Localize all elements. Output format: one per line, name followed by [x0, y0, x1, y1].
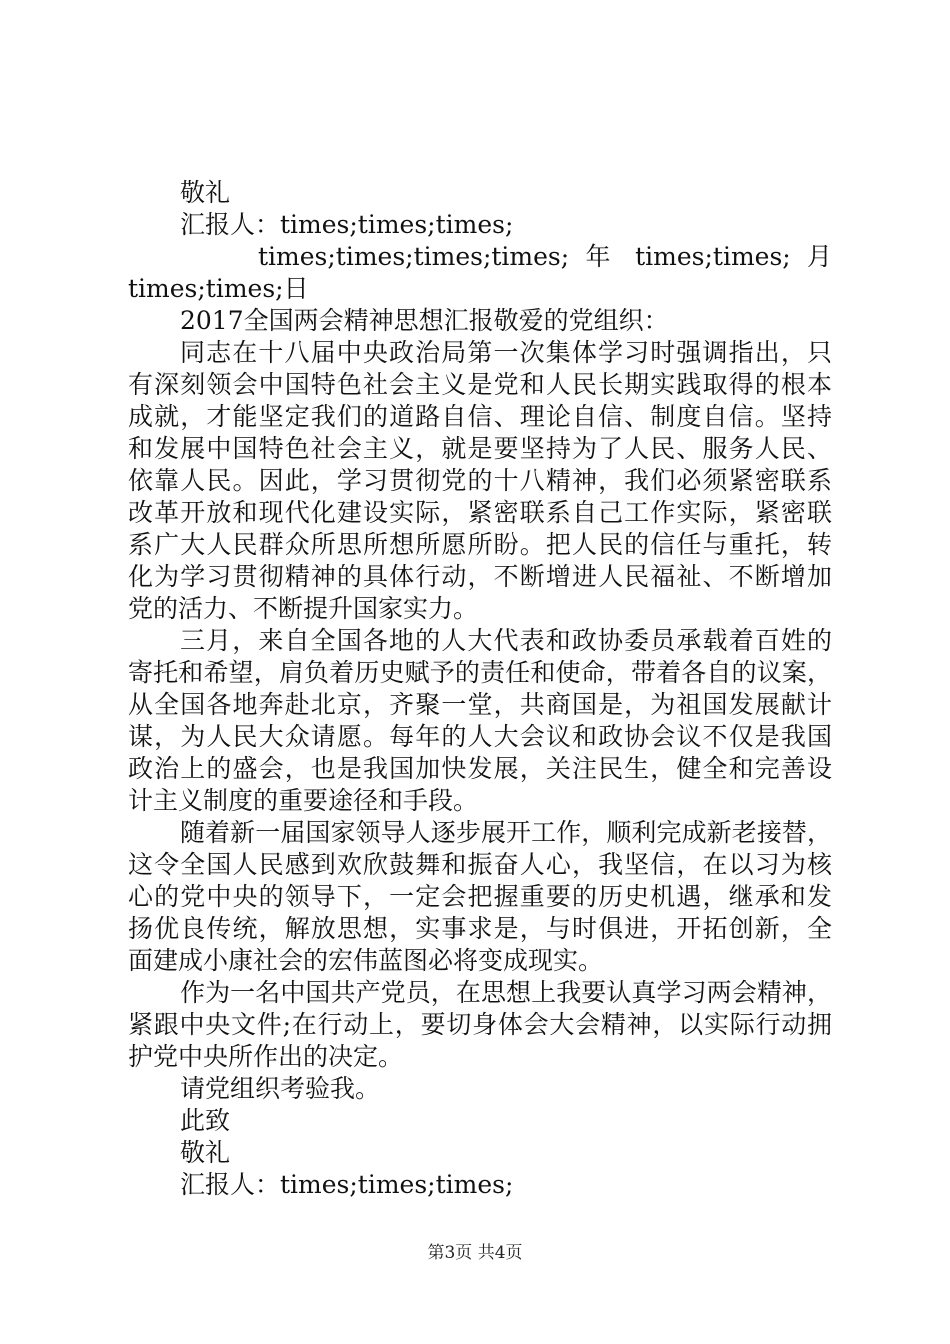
paragraph-line: 政治上的盛会，也是我国加快发展，关注民生，健全和完善设 [128, 754, 832, 783]
reporter-line: 汇报人：times;times;times; [180, 210, 514, 239]
paragraph-line: 计主义制度的重要途径和手段。 [128, 786, 479, 815]
reporter-line: 汇报人：times;times;times; [180, 1170, 514, 1199]
paragraph-line: 面建成小康社会的宏伟蓝图必将变成现实。 [128, 946, 604, 975]
paragraph-line: 心的党中央的领导下，一定会把握重要的历史机遇，继承和发 [128, 882, 832, 911]
paragraph-line: 随着新一届国家领导人逐步展开工作，顺利完成新老接替， [180, 818, 832, 847]
report-title: 2017全国两会精神思想汇报敬爱的党组织： [180, 306, 669, 335]
paragraph-line: 和发展中国特色社会主义，就是要坚持为了人民、服务人民、 [128, 434, 832, 463]
paragraph-line: 依靠人民。因此，学习贯彻党的十八精神，我们必须紧密联系 [128, 466, 832, 495]
paragraph-line: 这令全国人民感到欢欣鼓舞和振奋人心，我坚信，在以习为核 [128, 850, 832, 879]
paragraph-line: 作为一名中国共产党员，在思想上我要认真学习两会精神， [180, 978, 832, 1007]
paragraph-line: 党的活力、不断提升国家实力。 [128, 594, 479, 623]
paragraph-line: 紧跟中央文件;在行动上，要切身体会大会精神，以实际行动拥 [128, 1010, 832, 1039]
closing-cizhi: 此致 [180, 1106, 231, 1135]
paragraph-line: 同志在十八届中央政治局第一次集体学习时强调指出，只 [180, 338, 832, 367]
date-line-continued: times;times;日 [128, 274, 309, 303]
paragraph-line: 从全国各地奔赴北京，齐聚一堂，共商国是，为祖国发展献计 [128, 690, 832, 719]
paragraph-line: 寄托和希望，肩负着历史赋予的责任和使命，带着各自的议案， [128, 658, 832, 687]
paragraph-line: 成就，才能坚定我们的道路自信、理论自信、制度自信。坚持 [128, 402, 832, 431]
paragraph-line: 化为学习贯彻精神的具体行动，不断增进人民福祉、不断增加 [128, 562, 832, 591]
request-line: 请党组织考验我。 [180, 1074, 381, 1103]
paragraph-line: 三月，来自全国各地的人大代表和政协委员承载着百姓的 [180, 626, 832, 655]
date-line: times;times;times;times; 年 times;times; 月 [258, 242, 832, 271]
paragraph-line: 系广大人民群众所思所想所愿所盼。把人民的信任与重托，转 [128, 530, 832, 559]
paragraph-line: 扬优良传统，解放思想，实事求是，与时俱进，开拓创新，全 [128, 914, 832, 943]
page-footer: 第3页 共4页 [427, 1243, 523, 1263]
paragraph-line: 有深刻领会中国特色社会主义是党和人民长期实践取得的根本 [128, 370, 832, 399]
paragraph-line: 护党中央所作出的决定。 [128, 1042, 404, 1071]
paragraph-line: 谋，为人民大众请愿。每年的人大会议和政协会议不仅是我国 [128, 722, 832, 751]
salutation-closing: 敬礼 [180, 178, 231, 207]
paragraph-line: 改革开放和现代化建设实际，紧密联系自己工作实际，紧密联 [128, 498, 832, 527]
closing-jingli: 敬礼 [180, 1138, 231, 1167]
